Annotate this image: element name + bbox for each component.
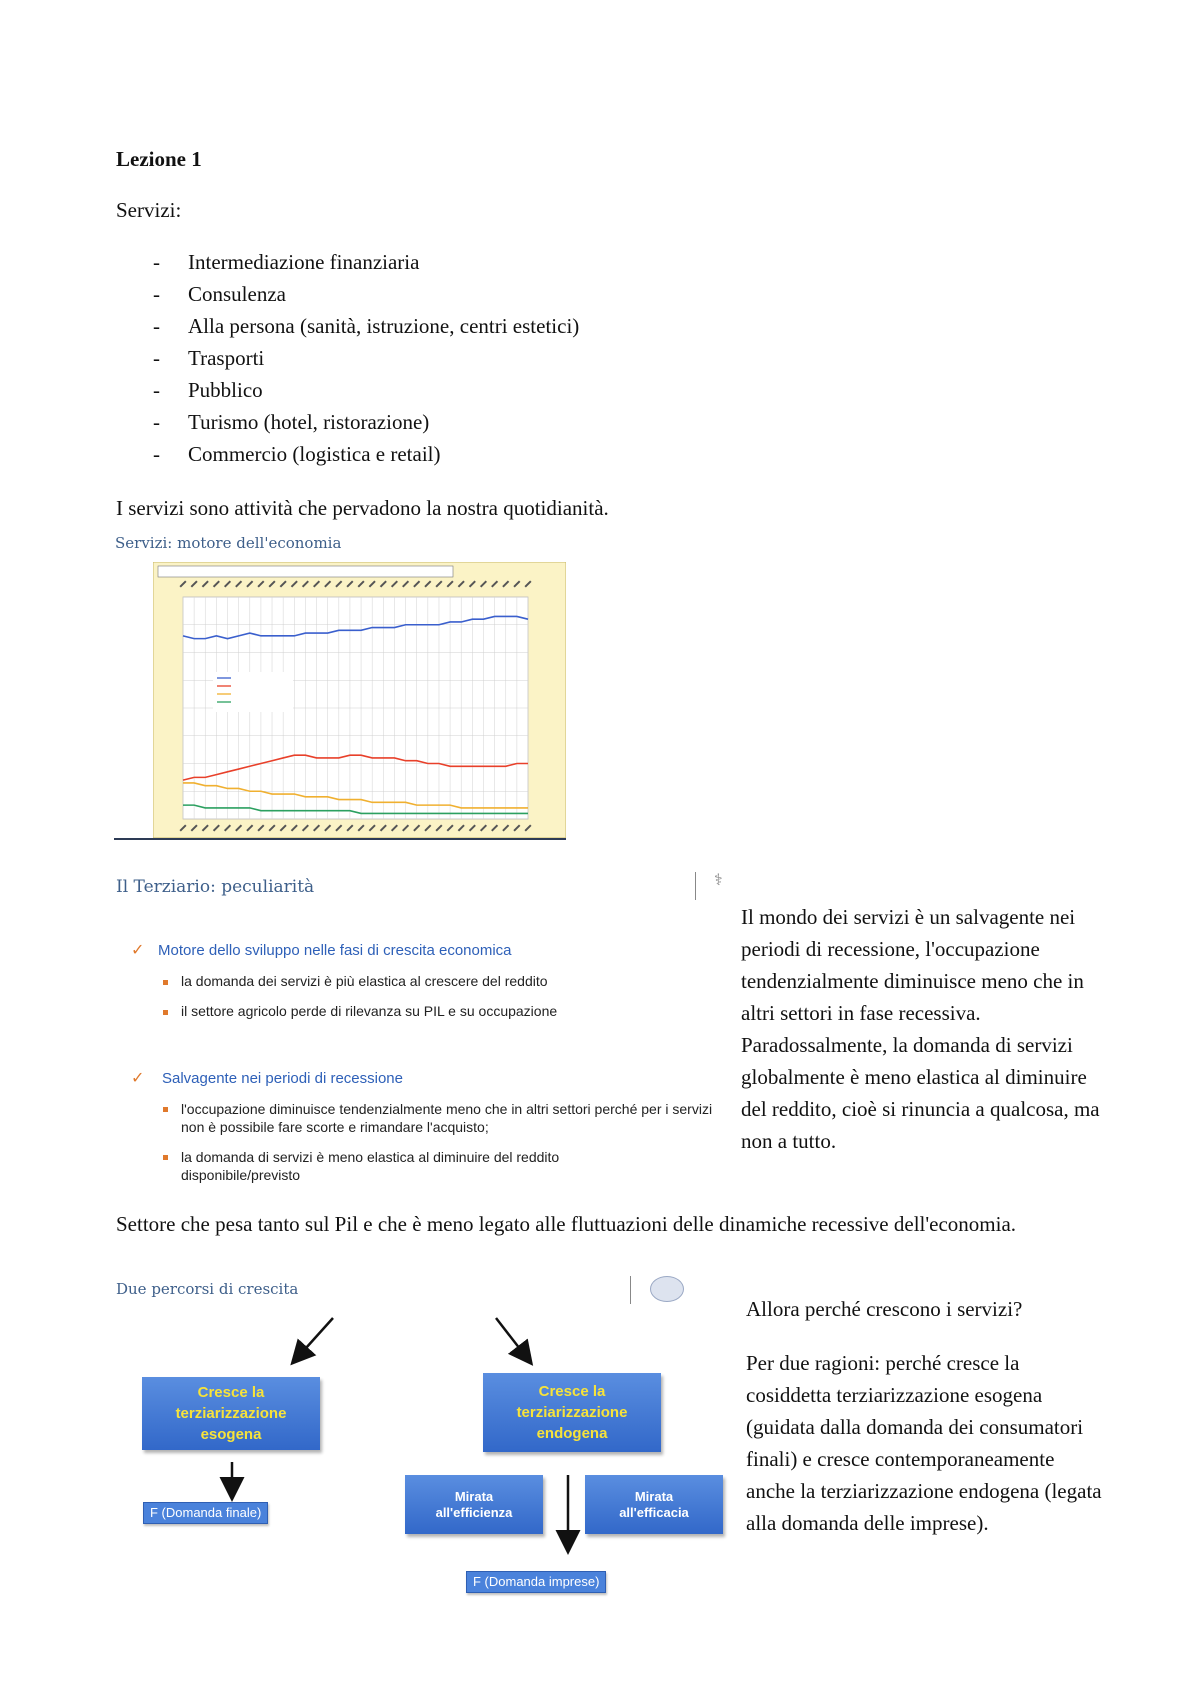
list-dash: - (153, 378, 160, 402)
list-dash: - (153, 346, 160, 370)
checkmark-icon: ✓ (131, 1068, 145, 1087)
slide1-title: Servizi: motore dell'economia (115, 534, 342, 552)
side-question: Allora perché crescono i servizi? (746, 1297, 1023, 1321)
slide2-bullet: la domanda dei servizi è più elastica al crescere del reddito (181, 973, 548, 989)
logo-icon: ⚕ (714, 870, 723, 889)
list-item: Turismo (hotel, ristorazione) (188, 410, 430, 434)
box-endogenous-label: Cresce la terziarizzazione endogena (516, 1383, 628, 1442)
checkmark-icon: ✓ (131, 940, 145, 959)
slide2-point2: Salvagente nei periodi di recessione (162, 1070, 403, 1087)
list-dash: - (153, 442, 160, 466)
side-paragraph-1: Il mondo dei servizi è un salvagente nei periodi di recessione, l'occupazione tendenzialmente diminuisce meno che in altri settori in fase recessiva. Paradossalmente, la domanda di servizi globalmente è meno elastica al diminuire del reddito, cioè si rinuncia a qualcosa, ma non a tutto. (741, 905, 1100, 1153)
box-exogenous (142, 1377, 320, 1450)
page-heading: Lezione 1 (116, 147, 202, 171)
list-item: Pubblico (188, 378, 263, 402)
list-item: Commercio (logistica e retail) (188, 442, 441, 466)
f-final-demand: F (Domanda finale) (143, 1502, 268, 1524)
slide3-title: Due percorsi di crescita (116, 1280, 299, 1298)
slide2-bullet: la domanda di servizi è meno elastica al diminuire del reddito disponibile/previsto (181, 1149, 560, 1183)
box-exogenous-label: Cresce la terziarizzazione esogena (175, 1384, 287, 1443)
list-item: Alla persona (sanità, istruzione, centri estetici) (188, 314, 580, 338)
f-business-demand: F (Domanda imprese) (466, 1571, 606, 1593)
list-dash: - (153, 410, 160, 434)
list-dash: - (153, 282, 160, 306)
list-dash: - (153, 314, 160, 338)
box-endogenous (483, 1373, 661, 1452)
slide2-bullet: l'occupazione diminuisce tendenzialmente meno che in altri settori perché per i servizi non è possibile fare scorte e rimandare l'acquisto; (181, 1101, 713, 1135)
services-label: Servizi: (116, 198, 182, 222)
box-efficiency (405, 1475, 543, 1534)
list-dash: - (153, 250, 160, 274)
slide2-title: Il Terziario: peculiarità (116, 877, 315, 897)
box-efficacy-label: Mirata all'efficacia (619, 1488, 689, 1520)
box-efficacy (585, 1475, 723, 1534)
list-item: Consulenza (188, 282, 286, 306)
side-answer: Per due ragioni: perché cresce la cosiddetta terziarizzazione esogena (guidata dalla domanda dei consumatori finali) e cresce contemporaneamente anche la terziarizzazione endogena (legata alla domanda delle imprese). (746, 1351, 1102, 1535)
list-item: Intermediazione finanziaria (188, 250, 420, 274)
slide2-point1: Motore dello sviluppo nelle fasi di crescita economica (158, 942, 512, 959)
list-item: Trasporti (188, 346, 265, 370)
middle-paragraph: Settore che pesa tanto sul Pil e che è meno legato alle fluttuazioni delle dinamiche recessive dell'economia. (116, 1212, 1017, 1236)
intro-sentence: I servizi sono attività che pervadono la nostra quotidianità. (116, 496, 609, 520)
box-efficiency-label: Mirata all'efficienza (435, 1488, 513, 1520)
slide2-bullet: il settore agricolo perde di rilevanza su PIL e su occupazione (181, 1003, 558, 1019)
